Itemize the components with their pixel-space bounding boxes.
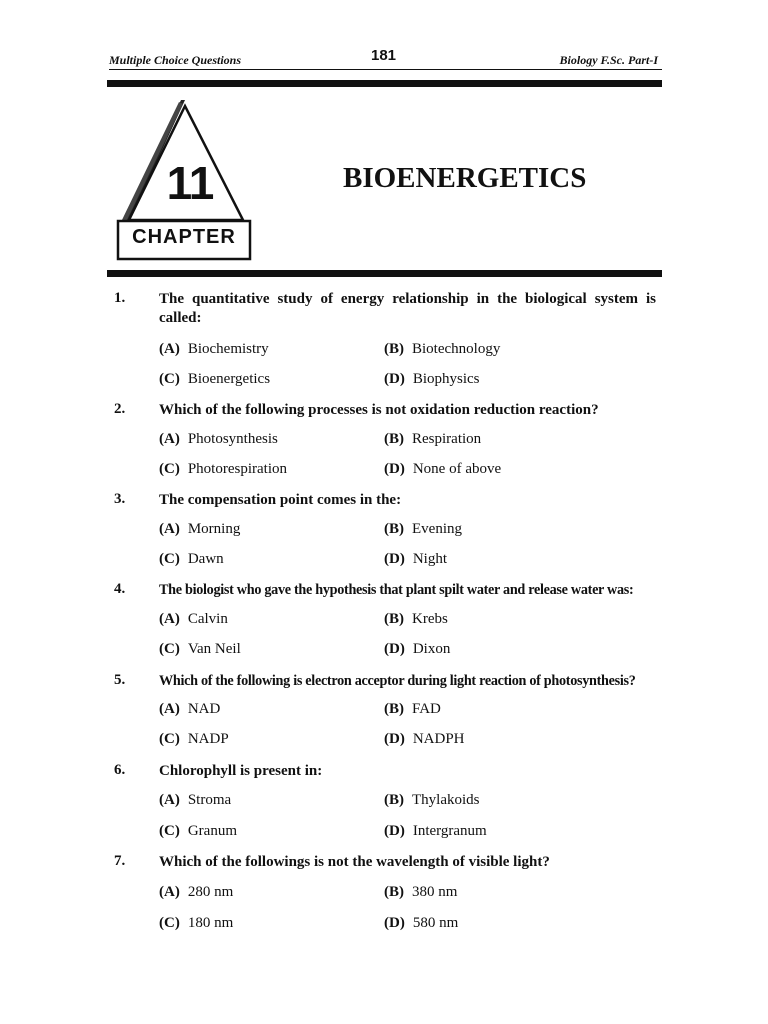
option-text: Photorespiration bbox=[187, 461, 287, 477]
option-letter: (B) bbox=[384, 521, 404, 537]
option-text: 380 nm bbox=[412, 884, 458, 900]
option-a bbox=[159, 341, 269, 358]
option-text: Intergranum bbox=[412, 823, 487, 839]
question-text: The quantitative study of energy relationship in the biological system is called: bbox=[159, 291, 656, 326]
option-a bbox=[159, 701, 220, 718]
option-b bbox=[384, 792, 480, 809]
question-number: 5. bbox=[114, 672, 126, 688]
option-a bbox=[159, 611, 228, 628]
option-letter: (A) bbox=[159, 701, 180, 717]
chapter-bottom-rule bbox=[107, 270, 662, 277]
option-a bbox=[159, 884, 233, 901]
option-letter: (C) bbox=[159, 641, 180, 657]
option-letter: (C) bbox=[159, 915, 180, 931]
option-c bbox=[159, 641, 241, 658]
option-letter: (A) bbox=[159, 611, 180, 627]
running-header bbox=[109, 47, 658, 69]
question-text: Which of the followings is not the wavelength of visible light? bbox=[159, 854, 550, 870]
question-number: 3. bbox=[114, 491, 126, 507]
question-number: 1. bbox=[114, 290, 126, 306]
option-text: Biophysics bbox=[412, 371, 480, 387]
option-b bbox=[384, 521, 462, 538]
option-text: 180 nm bbox=[187, 915, 234, 931]
option-text: Granum bbox=[187, 823, 237, 839]
option-b bbox=[384, 884, 457, 901]
option-text: NADPH bbox=[412, 731, 465, 747]
option-text: Photosynthesis bbox=[187, 431, 278, 447]
question-text: The biologist who gave the hypothesis that plant spilt water and release water was: bbox=[159, 582, 634, 598]
question-text: Chlorophyll is present in: bbox=[159, 763, 323, 779]
option-letter: (D) bbox=[384, 371, 405, 387]
option-letter: (D) bbox=[384, 551, 405, 567]
option-letter: (C) bbox=[159, 731, 180, 747]
option-text: 280 nm bbox=[187, 884, 234, 900]
option-text: Calvin bbox=[187, 611, 228, 627]
chapter-number: 11 bbox=[166, 157, 214, 209]
option-d bbox=[384, 461, 501, 478]
option-c bbox=[159, 731, 229, 748]
option-d bbox=[384, 641, 450, 658]
option-letter: (A) bbox=[159, 884, 180, 900]
option-letter: (D) bbox=[384, 641, 405, 657]
question-number: 2. bbox=[114, 401, 126, 417]
option-letter: (B) bbox=[384, 701, 404, 717]
option-c bbox=[159, 823, 237, 840]
option-text: Evening bbox=[412, 521, 462, 537]
option-d bbox=[384, 915, 458, 932]
option-letter: (C) bbox=[159, 823, 180, 839]
option-text: None of above bbox=[412, 461, 502, 477]
question-number: 4. bbox=[114, 581, 126, 597]
option-text: Bioenergetics bbox=[187, 371, 271, 387]
option-letter: (B) bbox=[384, 884, 404, 900]
option-letter: (D) bbox=[384, 823, 405, 839]
option-letter: (D) bbox=[384, 915, 405, 931]
option-letter: (B) bbox=[384, 792, 404, 808]
option-text: Respiration bbox=[412, 431, 482, 447]
option-d bbox=[384, 371, 480, 388]
header-rule bbox=[109, 69, 662, 70]
option-a bbox=[159, 431, 278, 448]
option-letter: (D) bbox=[384, 731, 405, 747]
option-c bbox=[159, 461, 287, 478]
option-text: Thylakoids bbox=[412, 792, 480, 808]
option-c bbox=[159, 371, 270, 388]
option-text: Biotechnology bbox=[412, 341, 501, 357]
option-text: Van Neil bbox=[187, 641, 241, 657]
option-text: NAD bbox=[187, 701, 221, 717]
option-text: Dixon bbox=[412, 641, 451, 657]
question-text: Which of the following processes is not oxidation reduction reaction? bbox=[159, 402, 599, 418]
header-book-title: Biology F.Sc. Part-I bbox=[559, 53, 658, 67]
option-a bbox=[159, 792, 231, 809]
option-letter: (D) bbox=[384, 461, 405, 477]
option-b bbox=[384, 341, 500, 358]
page-number: 181 bbox=[371, 47, 397, 64]
option-text: Night bbox=[412, 551, 447, 567]
option-c bbox=[159, 915, 233, 932]
question-text: The compensation point comes in the: bbox=[159, 492, 402, 508]
option-text: Biochemistry bbox=[187, 341, 269, 357]
option-letter: (A) bbox=[159, 521, 180, 537]
chapter-top-rule bbox=[107, 80, 662, 87]
option-letter: (A) bbox=[159, 341, 180, 357]
header-book-section: Multiple Choice Questions bbox=[109, 53, 242, 67]
option-text: Stroma bbox=[187, 792, 232, 808]
chapter-label: CHAPTER bbox=[132, 226, 236, 248]
option-c bbox=[159, 551, 224, 568]
question-text: Which of the following is electron acceptor during light reaction of photosynthesis? bbox=[159, 673, 636, 689]
option-letter: (A) bbox=[159, 431, 180, 447]
question-number: 7. bbox=[114, 853, 126, 869]
option-text: NADP bbox=[187, 731, 229, 747]
option-letter: (A) bbox=[159, 792, 180, 808]
option-text: FAD bbox=[412, 701, 441, 717]
option-b bbox=[384, 701, 441, 718]
option-text: 580 nm bbox=[412, 915, 459, 931]
option-letter: (C) bbox=[159, 371, 180, 387]
option-a bbox=[159, 521, 240, 538]
option-letter: (C) bbox=[159, 551, 180, 567]
option-b bbox=[384, 611, 448, 628]
option-text: Morning bbox=[187, 521, 241, 537]
option-letter: (B) bbox=[384, 431, 404, 447]
chapter-title: BIOENERGETICS bbox=[343, 162, 587, 194]
option-letter: (B) bbox=[384, 611, 404, 627]
option-text: Krebs bbox=[412, 611, 448, 627]
option-letter: (B) bbox=[384, 341, 404, 357]
option-letter: (C) bbox=[159, 461, 180, 477]
option-d bbox=[384, 823, 487, 840]
chapter-badge bbox=[115, 98, 255, 264]
question-number: 6. bbox=[114, 762, 126, 778]
option-text: Dawn bbox=[187, 551, 224, 567]
option-d bbox=[384, 731, 465, 748]
option-b bbox=[384, 431, 481, 448]
option-d bbox=[384, 551, 447, 568]
